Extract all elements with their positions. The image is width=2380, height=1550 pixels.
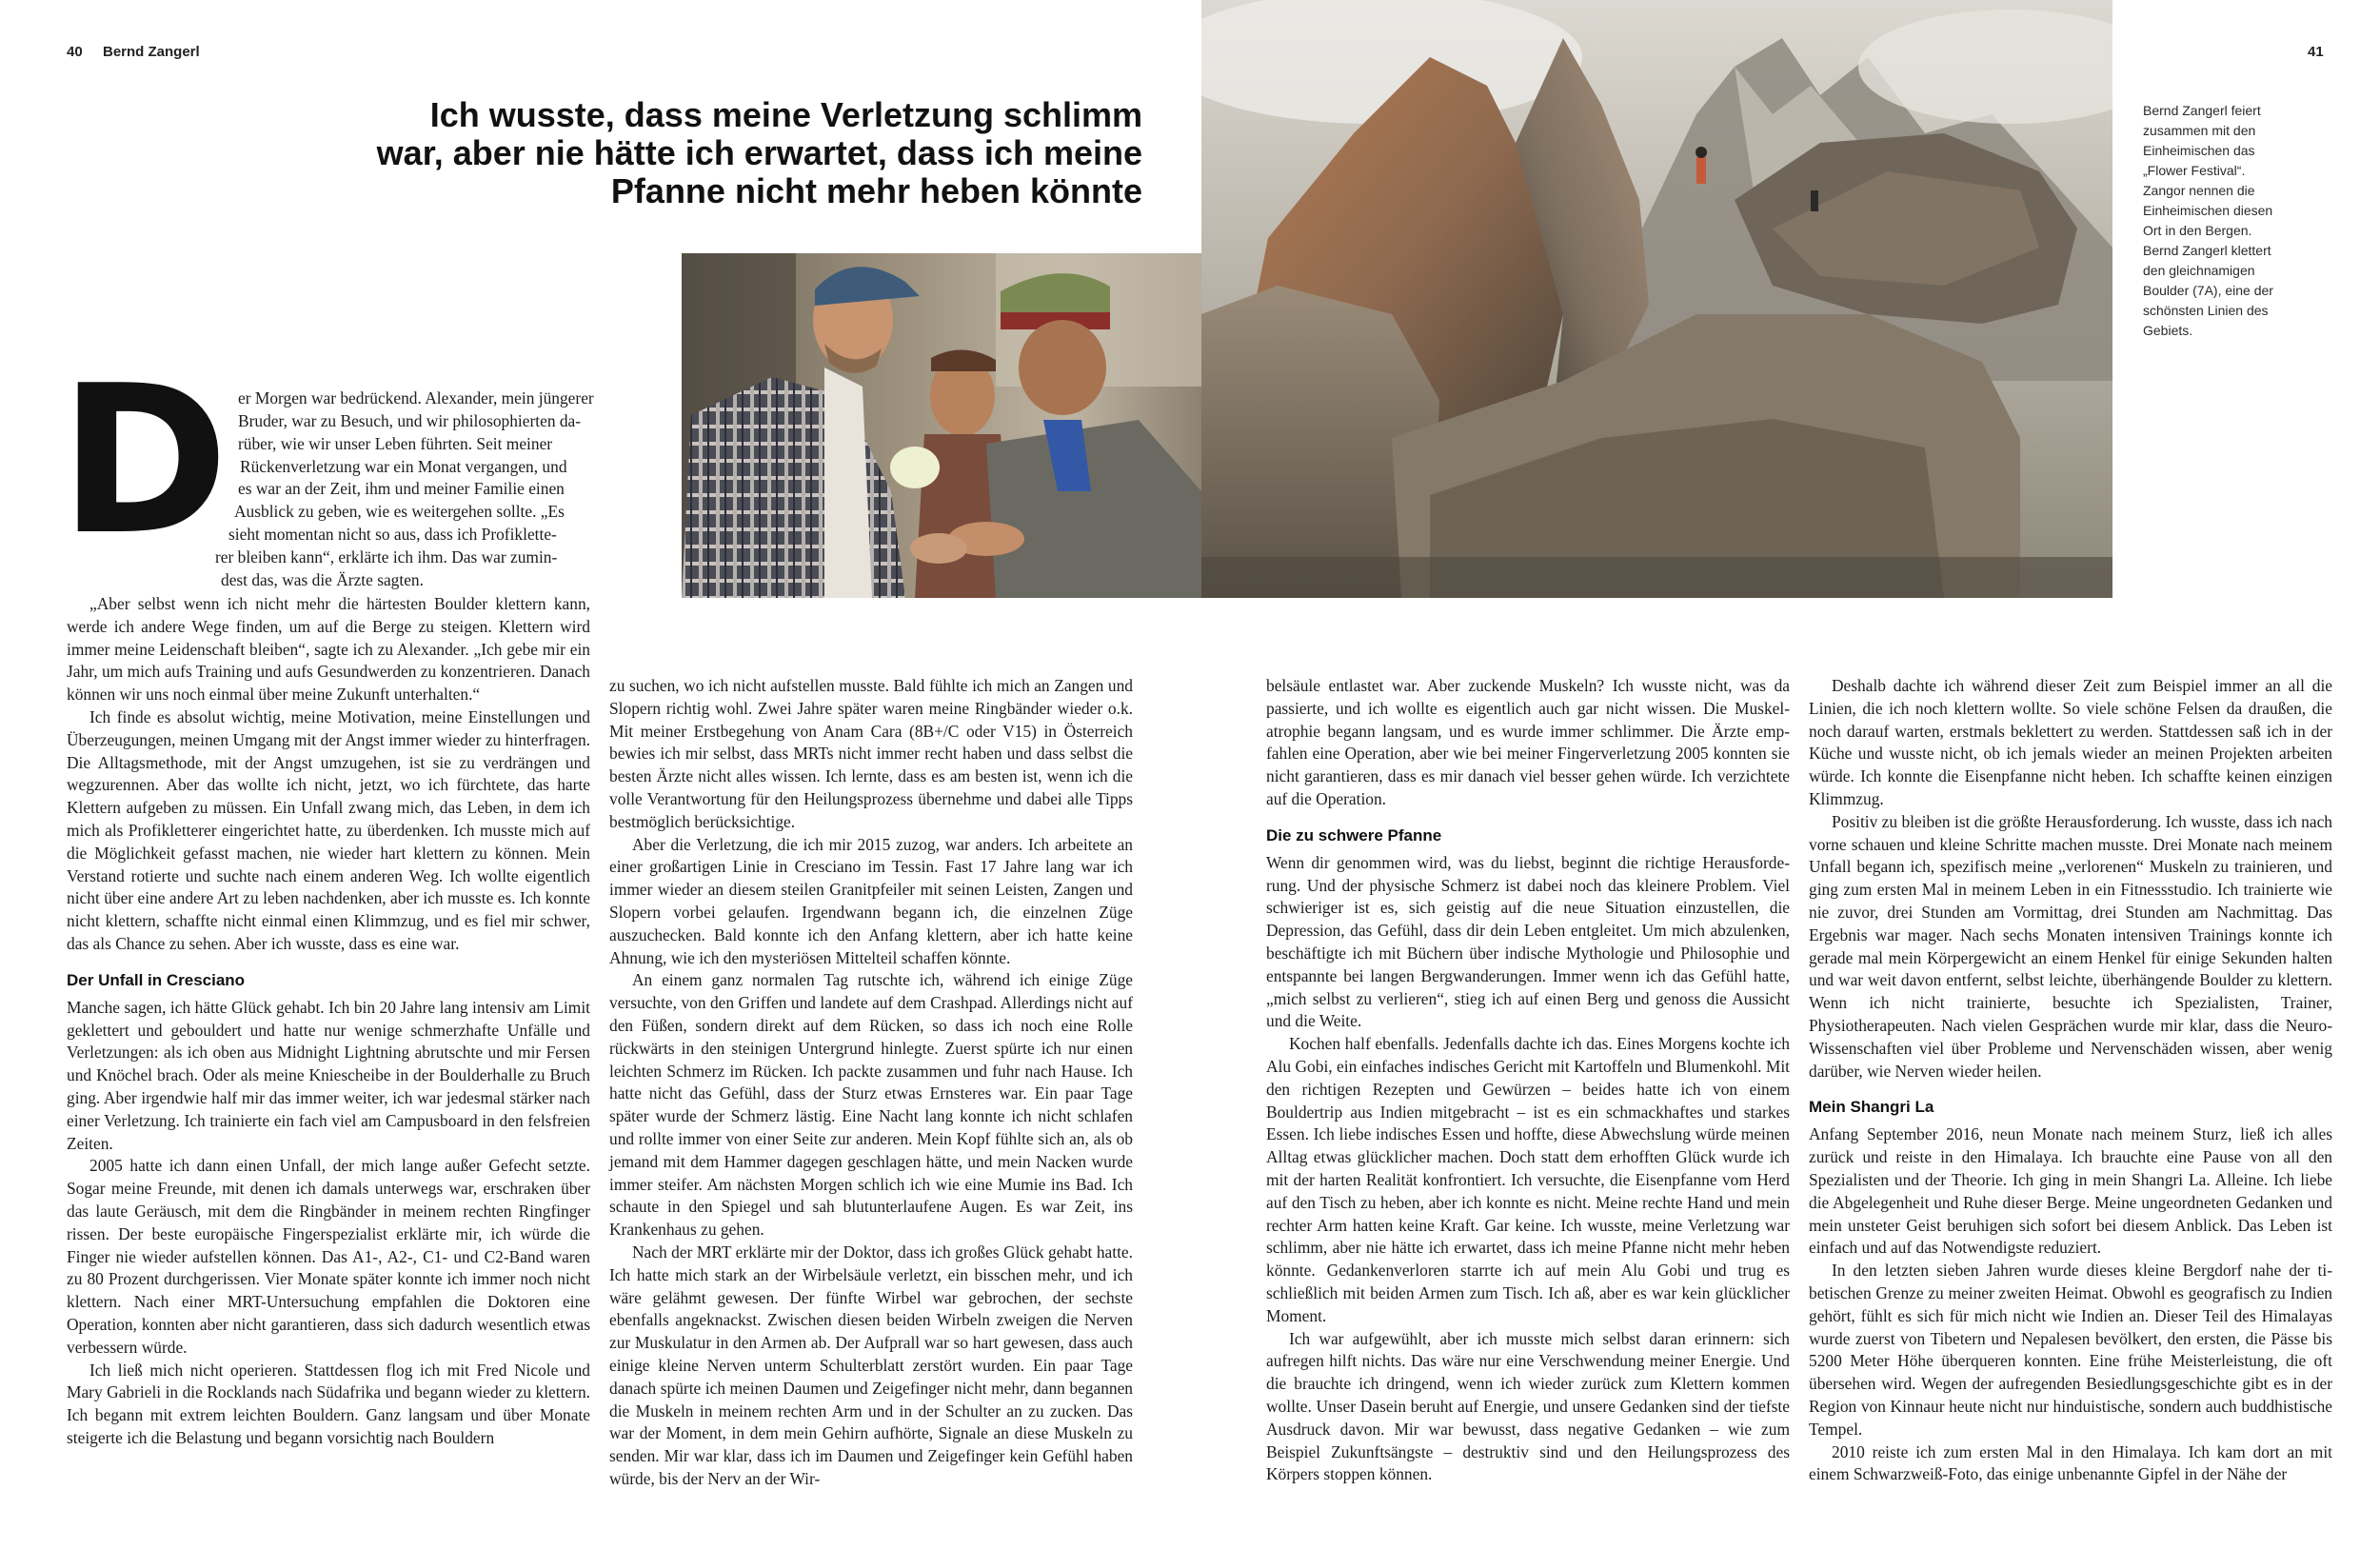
intro-line: er Morgen war bedrückend. Alexander, mein jüngerer <box>238 388 594 407</box>
page-number-right: 41 <box>2308 44 2324 60</box>
headline-line: Pfanne nicht mehr heben könnte <box>610 171 1142 210</box>
festival-photo <box>682 253 1201 598</box>
body-paragraph: belsäule entlastet war. Aber zuckende Muskeln? Ich wusste nicht, was da passierte, und ich wollte es eigentlich auch gar nicht wissen. Die Muskelatrophie begann langsam, und es wurde immer schlimmer. Die Ärzte empfahlen eine Operation, aber wie bei meiner Fingerverletzung 2005 konnten sie nicht garantieren, dass es mir danach viel besser gehen würde. Ich verzichtete auf die Operation. <box>1266 676 1790 808</box>
intro-line: Rückenverletzung war ein Monat vergangen, und <box>240 457 567 476</box>
intro-line: dest das, was die Ärzte sagten. <box>221 570 424 589</box>
pull-quote-headline <box>286 96 1142 210</box>
body-paragraph: Aber die Verletzung, die ich mir 2015 zuzog, war anders. Ich arbeitete an einer großartigen Linie in Cresciano im Tessin. Fast 17 Jahre lang war ich immer wieder an diesem steilen Granitpfeiler mit seinen Leisten, Zangen und Slopern vorbei gelaufen. Irgendwann begann ich, die einzelnen Züge auszuchecken. Bald konnte ich den Anfang klettern, aber ich hatte keine Ahnung, wie ich den mysteriösen Mittelteil schaffen könnte. <box>609 834 1133 967</box>
body-paragraph: Ich finde es absolut wichtig, meine Motivation, meine Einstellungen und Überzeugungen, meinen Umgang mit der Angst immer wieder zu hinterfragen. Die Alltagsmethode, mit der Angst umzugehen, ist sie zu verdrängen und wegzurennen. Aber das wollte ich nicht, jetzt, wo ich fürchtete, das harte Klettern aufgeben zu müssen. Ein Unfall zwang mich, das Leben, in dem ich mich als Profikletterer eingerichtet hatte, zu überdenken. Ich musste mich auf die Möglichkeit gefasst machen, nie wieder hart klettern zu können. Mein Verstand rotierte und suchte nach einem anderen Weg. Ich wollte eigentlich nicht über eine andere Art zu leben nachdenken, aber ich musste es. Ich konnte nicht klettern, schaffte nicht einmal einen Klimmzug, und es fiel mir schwer, das als Chance zu sehen. Aber ich wusste, dass es eine war. <box>67 706 590 953</box>
boulder-photo <box>1201 0 2112 598</box>
drop-cap: D <box>59 341 229 580</box>
headline-line: Ich wusste, dass meine Verletzung schlimm <box>429 95 1142 134</box>
author-running-head: Bernd Zangerl <box>103 44 200 60</box>
body-paragraph: In den letzten sieben Jahren wurde dieses kleine Bergdorf nahe der tibetischen Grenze zu meiner zweiten Heimat. Obwohl es geografisch zu Indien gehört, fühlt es sich für mich nicht wie Indien an. Dieser Teil des Himalayas wurde zuerst von Tibetern und Nepalesen bevölkert, den ersten, die Pässe bis 5200 Meter Höhe überqueren konnten. Eine frühe Meisterleistung, die oft übersehen wird. Wegen der aufregenden Besiedlungsgeschichte gibt es in der Region von Kinnaur heute nicht nur hinduistische, sondern auch buddhistische Tempel. <box>1809 1261 2332 1439</box>
body-paragraph: Ich ließ mich nicht operieren. Stattdessen flog ich mit Fred Nicole und Mary Gabrieli in die Rocklands nach Südafrika und begann wieder zu klettern. Ich begann mit extrem leichten Bouldern. Ganz langsam und über Monate steigerte ich die Belastung und begann vorsichtig nach Bouldern <box>67 1360 590 1447</box>
photo-caption: Bernd Zangerl feiert zusammen mit den Einheimischen das „Flower Festival“. Zangor nennen die Einheimischen diesen Ort in den Bergen. Bernd Zangerl klettert den gleichnamigen Boulder (7A), eine der schönsten Linien des Gebiets. <box>2143 103 2273 338</box>
body-column-3 <box>1266 675 1790 1486</box>
page-number-left: 40 <box>67 44 83 60</box>
intro-line: Ausblick zu geben, wie es weitergehen sollte. „Es <box>234 502 565 521</box>
intro-line: sieht momentan nicht so aus, dass ich Profiklette- <box>228 525 557 544</box>
body-paragraph: zu suchen, wo ich nicht aufstellen musste. Bald fühlte ich mich an Zangen und Slopern richtig wohl. Zwei Jahre später waren meine Ringbänder wieder o.k. Mit meiner Erstbegehung von Anam Cara (8B+/C oder V15) in Österreich bewies ich mir selbst, dass MRTs nicht immer recht haben und dass selbst die besten Ärzte nicht alles wissen. Ich lernte, dass es am besten ist, wenn ich die volle Verantwortung für den Heilungsprozess übernehme und dabei alle Tipps bestmöglich berücksichtige. <box>609 676 1133 831</box>
section-heading: Mein Shangri La <box>1809 1098 1934 1117</box>
intro-line: rer bleiben kann“, erklärte ich ihm. Das war zumin- <box>215 547 558 566</box>
intro-line: rüber, wie wir unser Leben führten. Seit meiner <box>238 434 553 453</box>
body-paragraph: Deshalb dachte ich während dieser Zeit zum Beispiel immer an all die Linien, die ich noch klettern wollte. So viele schöne Felsen da draußen, die noch darauf warten, erstmals beklettert zu werden. Stattdessen saß ich in der Küche und wusste nicht, ob ich jemals wieder an meinen Projekten arbeiten würde. Ich konnte die Eisenpfanne nicht heben. Ich schaffte keinen einzigen Klimmzug. <box>1809 676 2332 808</box>
body-paragraph: An einem ganz normalen Tag rutschte ich, während ich einige Züge versuchte, von den Griffen und landete auf dem Crashpad. Allerdings nicht auf den Füßen, sondern direkt auf dem Rücken, so dass ich noch eine Rolle rückwärts in den steinigen Untergrund hinlegte. Zuerst spürte ich nur einen leichten Schmerz im Rücken. Ich packte zusammen und fuhr nach Hause. Ich hatte nicht das Gefühl, dass der Sturz etwas Ernsteres war. Ein paar Tage später wurde der Schmerz lästig. Eine Nacht lang konnte ich nicht schlafen und rollte immer von einer Seite zur anderen. Mein Kopf fühlte sich an, als ob jemand mit dem Hammer dagegen geschlagen hätte, und mein Nacken wurde immer steifer. Am nächsten Morgen schlich ich wie eine Mumie ins Bad. Ich schaute in den Spiegel und sah blutunterlaufene Augen. Es war Zeit, ins Krankenhaus zu gehen. <box>609 970 1133 1240</box>
body-paragraph: Nach der MRT erklärte mir der Doktor, dass ich großes Glück gehabt hatte. Ich hatte mich stark an der Wirbelsäule verletzt, ein bisschen mehr, und ich wäre gelähmt gewesen. Der fünfte Wirbel war gebrochen, der sechste ebenfalls angeknackst. Zwischen diesen beiden Wirbeln zweigen die Nerven zur Muskulatur in den Armen ab. Der Aufprall war so hart gewesen, dass auch einige kleine Nerven unterm Schulterblatt zerstört wurden. Ein paar Tage danach spürte ich meinen Daumen und Zeigefinger nicht mehr, dann begannen die Muskeln in meinem rechten Arm und in der Schulter an zu zucken. Das war der Moment, in dem mein Gehirn aufhörte, Signale an diese Muskeln zu senden. Mir war klar, dass ich im Daumen und Zeigefinger kein Gefühl haben würde, bis der Nerv an der Wir- <box>609 1242 1133 1488</box>
body-column-2 <box>609 675 1133 1491</box>
headline-line: war, aber nie hätte ich erwartet, dass ich meine <box>376 133 1142 172</box>
section-heading: Die zu schwere Pfanne <box>1266 825 1442 845</box>
body-paragraph: Anfang September 2016, neun Monate nach meinem Sturz, ließ ich alles zurück und reiste in den Himalaya. Ich brauchte eine Pause von all den Spezialisten und der Theorie. Ich ging in mein Shangri La. Alleine. Ich liebe die Abgelegenheit und Ruhe dieser Berge. Meine ungeordneten Gedanken und mein unsteter Geist beruhigen sich sofort bei diesem Anblick. Das Leben ist einfach und auf das Notwendigste reduziert. <box>1809 1124 2332 1258</box>
body-paragraph: Kochen half ebenfalls. Jedenfalls dachte ich das. Eines Morgens kochte ich Alu Gobi, ein einfaches indisches Gericht mit Kartoffeln und Blumenkohl. Mit den richtigen Rezepten und Gewürzen – beides hatte ich von einem Bouldertrip aus Indien mitgebracht – ist es ein schmackhaftes und starkes Essen. Ich liebe indisches Essen und hoffte, diese Abwechslung würde meinen Alltag etwas glücklicher machen. Doch statt dem erhofften Glück wurde ich mit der harten Realität konfrontiert. Ich versuchte, die Eisenpfanne vom Herd auf den Tisch zu heben, aber ich konnte es nicht. Meine rechte Hand und mein rechter Arm hatten keine Kraft. Gar keine. Ich wusste, meine Verletzung war schlimm, aber nie hätte ich erwartet, dass ich meine Pfanne nicht mehr heben könnte. Gedankenverloren starrte ich auf mein Alu Gobi und trug es schließlich mit beiden Armen zum Tisch. Ich aß, aber es war kein glücklicher Moment. <box>1266 1034 1790 1325</box>
body-column-4 <box>1809 675 2332 1486</box>
intro-line: Bruder, war zu Besuch, und wir philosophierten da- <box>238 411 582 430</box>
body-paragraph: 2005 hatte ich dann einen Unfall, der mich lange außer Gefecht setzte. Sogar meine Freunde, mit denen ich damals unterwegs war, erschraken über das laute Geräusch, mit dem die Ringbänder in meinem rechten Ringfinger rissen. Der beste europäische Fingerspezialist erklärte mir, ich würde die Finger nie wieder aufstellen können. Das A1-, A2-, C1- und C2-Band waren zu 80 Prozent durchgerissen. Vier Monate später konnte ich immer noch nicht klettern. Nach einer MRT-Untersuchung empfahlen die Doktoren eine Operation, konnten aber nicht garantieren, dass sich dadurch wesentlich etwas verbessern würde. <box>67 1156 590 1357</box>
section-heading: Der Unfall in Cresciano <box>67 970 246 989</box>
body-paragraph: Wenn dir genommen wird, was du liebst, beginnt die richtige Herausforderung. Und der physische Schmerz ist dabei noch das kleinere Problem. Viel schwieriger ist es, sich geistig auf die neue Situation einzustellen, die Depression, das Gefühl, dass dir dein Leben entgleitet. Um mich abzulenken, beschäftigte ich mit Büchern über indische Mythologie und Philosophie und entspannte bei langen Bergwanderungen. Immer wenn ich das Gefühl hatte, „mich selbst zu verlieren“, stieg ich auf einen Berg und genoss die Aussicht und die Weite. <box>1266 852 1790 1031</box>
body-paragraph: „Aber selbst wenn ich nicht mehr die härtesten Boulder klettern kann, werde ich andere Wege finden, um auf die Berge zu steigen. Klettern wird immer meine Leidenschaft bleiben“, sagte ich zu Alexander. „Ich gebe mir ein Jahr, um mich aufs Training und aufs Gesundwerden zu konzentrieren. Danach können wir uns noch einmal über meine Zukunft unterhalten.“ <box>67 594 590 705</box>
body-paragraph: Ich war aufgewühlt, aber ich musste mich selbst daran erinnern: sich aufregen hilft nichts. Das wäre nur eine Verschwendung meiner Energie. Und die brauchte ich dringend, wenn ich wieder zurück zum Klettern kommen wollte. Unser Dasein beruht auf Energie, und unsere Gedanken sind der tiefste Ausdruck davon. Mir war bewusst, dass negative Gedanken – wie zum Beispiel Zukunftsängste – destruktiv sind und den Heilungsprozess des Körpers stoppen können. <box>1266 1328 1790 1484</box>
body-paragraph: Manche sagen, ich hätte Glück gehabt. Ich bin 20 Jahre lang intensiv am Limit geklettert und gebouldert und hatte nur wenige schmerzhafte Unfälle und Verletzungen: als ich oben aus Midnight Lightning abrutschte und mir Fersen und Knöchel brach. Oder als meine Kniescheibe in der Boulderhalle zu Bruch ging. Aber irgendwie half mir das immer weiter, ich war jedesmal stärker nach einer Verletzung. Ich trainierte ein fach viel am Campusboard in den felsfreien Zeiten. <box>67 997 590 1153</box>
body-paragraph: 2010 reiste ich zum ersten Mal in den Himalaya. Ich kam dort an mit einem Schwarzweiß-Foto, das einige unbenannte Gipfel in der Nähe der <box>1809 1441 2332 1484</box>
intro-line: es war an der Zeit, ihm und meiner Familie einen <box>238 479 565 498</box>
body-paragraph: Positiv zu bleiben ist die größte Herausforderung. Ich wusste, dass ich nach vorne schauen und kleine Schritte machen musste. Drei Monate nach meinem Unfall begann ich, spezifisch meine „verlorenen“ Muskeln zu trainieren, und ging zum ersten Mal in meinem Leben in ein Fitnessstudio. Ich trainierte wie nie zuvor, drei Stunden am Vormittag, drei Stunden am Nachmittag. Das Ergebnis war mager. Nach sechs Monaten intensiven Trainings konnte ich gerade mal mein Körpergewicht an einem Henkel für einige Sekunden halten und war weit davon entfernt, selbst leichte, überhängende Boulder zu klettern. Wenn ich nicht trainierte, besuchte ich Spezialisten, Trainer, Physiotherapeuten. Nach vielen Gesprächen wurde mir klar, dass die Neuro-Wissenschaften viel über Probleme und Nervenschäden wissen, aber wenig darüber, wie Nerven wieder heilen. <box>1809 811 2332 1081</box>
body-column-1 <box>67 593 590 1450</box>
